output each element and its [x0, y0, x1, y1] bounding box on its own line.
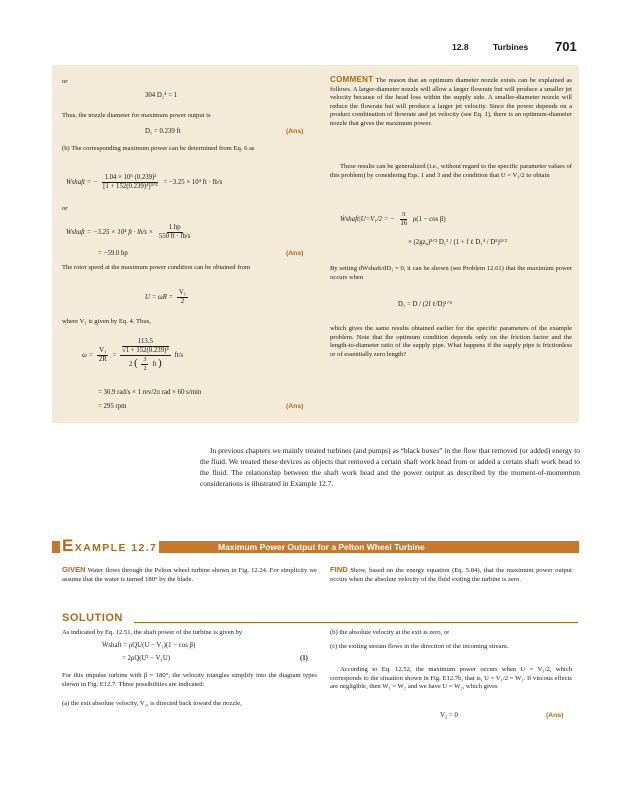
where-text: where V₁ is given by Eq. 4. Thus, — [62, 318, 151, 325]
omega-sqrt-term: √1 + 152(0.239)⁴ — [121, 347, 169, 354]
pi-sixteen-fraction — [398, 211, 409, 228]
power-fraction — [101, 174, 160, 191]
omega-denominator-2 — [127, 356, 164, 373]
velocity-triangle-text: For this impulse turbine with β = 180°, the velocity triangles simplify into the diagram types shown in Fig. E12.7. Three possibilities are indicated: — [62, 672, 317, 688]
comment-text: The reason that an optimum diameter nozzle exists can be explained as follows. A larger-diameter nozzle will allow a larger flowrate but will produce a smaller jet velocity because of the head loss within the supply side. A smaller-diameter nozzle will reduce the flowrate but will produce a larger jet velocity. Since the power depends on a product combination of flowrate and jet velocity (see Eq. 1), there is an optimum-diameter nozzle that gives the maximum power. — [330, 77, 572, 127]
generalize-text: These results can be generalized (i.e., without regard to the specific parameter values of this problem) by considering Eqs. 1 and 3 and the condition that U = V₁/2 to obtain — [330, 163, 572, 179]
u-equation — [145, 289, 190, 306]
example-label — [60, 536, 159, 556]
answer-tag: (Ans) — [286, 128, 304, 135]
or-label-2: or — [62, 205, 68, 212]
running-title: Turbines — [493, 42, 529, 52]
possibility-a: (a) the exit absolute velocity, V₂, is directed back toward the nozzle, — [62, 700, 242, 707]
given-text: Water flows through the Pelton wheel turbine shown in Fig. 12.24. For simplicity we assume that the water is turned 180° by the blade. — [62, 567, 318, 583]
omega-denominator-1: 2R — [98, 356, 107, 363]
example-label-rest: XAMPLE 12.7 — [74, 542, 158, 554]
omega-num-value: 113.5 — [137, 338, 153, 345]
omega-fraction-1 — [97, 347, 109, 364]
sixteen-denominator: 16 — [400, 220, 408, 227]
general-power-lhs: Ẇshaft|U=V₁/2 = − — [340, 216, 395, 224]
u-fraction — [177, 289, 188, 306]
general-power-line2: × (2gz₀)³ᐟ² D₁² / (1 + f ℓ D₁⁴ / D⁵)³ᐟ² — [408, 239, 507, 246]
given-block — [62, 566, 317, 584]
possibility-c: (c) the exiting stream flows in the direction of the incoming stream. — [330, 643, 509, 650]
omega-fraction-2 — [120, 338, 171, 373]
paren-close-icon: ) — [158, 357, 162, 370]
comment-block — [330, 76, 572, 129]
power-rhs: = −3.25 × 10⁴ ft · lb/s — [163, 179, 223, 187]
intro-paragraph: In previous chapters we mainly treated turbines (and pumps) as “black boxes” in the flow that removed (or added) energy to the fluid. We treated these devices as objects that removed a certain shaft work head from or added a certain shaft work head to the fluid. The relationship between the shaft work head and the power output as described by the moment-of-momentum considerations is illustrated in Example 12.7. — [200, 446, 580, 488]
omega-lhs: ω = — [82, 352, 94, 360]
max-power-text: According to Eq. 12.52, the maximum power occurs when U = V₁/2, which corresponds to the situation shown in Fig. E12.7b, that is, U = V₁/2 = W₁. If viscous effects are negligible, then W₁ = W₂ and we have U = W₂, which gives — [330, 666, 572, 691]
find-heading: FIND — [330, 565, 348, 574]
example-label-initial: E — [62, 536, 75, 555]
answer-tag: (Ans) — [286, 250, 304, 257]
power-denominator: [1 + 152(0.239)⁴]³ᐟ² — [103, 183, 158, 190]
solution-heading: SOLUTION — [62, 612, 123, 624]
answer-tag: (Ans) — [546, 712, 564, 719]
find-block — [330, 566, 572, 584]
power-numerator: 1.04 × 10⁶ (0.239)² — [104, 174, 157, 181]
power-hp-equation — [66, 224, 194, 241]
omega-numerator-1: V₁ — [99, 347, 107, 354]
section-number: 12.8 — [452, 42, 469, 52]
part-b-text: (b) The corresponding maximum power can be determined from Eq. 6 as — [62, 145, 255, 152]
comment-heading: COMMENT — [330, 75, 374, 84]
general-power-rest: ρ(1 − cos β) — [412, 216, 446, 224]
example-title: Maximum Power Output for a Pelton Wheel Turbine — [218, 542, 425, 552]
omega-numerator-2 — [120, 338, 171, 356]
three-halves-fraction — [141, 356, 148, 373]
u-lhs: U = ωR = — [145, 294, 174, 302]
or-label-1: or — [62, 78, 68, 85]
which-gives-text: which gives the same results obtained earlier for the specific parameters of the example problem. Note that the optimum condition depends only on the friction factor and the length-to-diameter ratio of the supply pipe. What happens if the supply pipe is frictionless or of essentially zero length? — [330, 325, 572, 358]
find-text: Show, based on the energy equation (Eq. 5.84), that the maximum power output occurs when the absolute velocity of the fluid exiting the turbine is zero. — [330, 567, 572, 583]
optimum-d1-equation: D₁ = D / (2f ℓ/D)¹ᐟ⁴ — [398, 301, 452, 308]
given-heading: GIVEN — [62, 565, 86, 574]
page-number: 701 — [555, 39, 577, 54]
rpm-conversion: = 30.9 rad/s × 1 rev/2π rad × 60 s/min — [98, 389, 202, 396]
equation-304: 304 D₁⁴ = 1 — [145, 92, 178, 99]
power-hp-lhs: Ẇshaft = −3.25 × 10⁴ ft · lb/s × — [66, 229, 154, 237]
omega-equation — [82, 338, 183, 373]
omega-equals: = — [112, 352, 117, 360]
rpm-result: = 295 rpm — [98, 403, 127, 410]
u-denominator: 2 — [180, 298, 185, 305]
general-power-equation — [340, 211, 446, 228]
rotor-speed-text: The rotor speed at the maximum power condition can be obtained from — [62, 264, 251, 271]
equation-number: (1) — [300, 655, 308, 662]
three-halves-den: 2 — [143, 366, 147, 372]
pi-numerator: π — [402, 211, 406, 218]
solution-intro: As indicated by Eq. 12.51, the shaft power of the turbine is given by — [62, 629, 243, 636]
hp-numerator: 1 hp — [168, 224, 181, 231]
hp-denominator: 550 ft · lb/s — [158, 233, 191, 240]
omega-den-two: 2 — [129, 361, 133, 369]
omega-den-unit: ft — [152, 361, 157, 369]
thus-text: Thus, the nozzle diameter for maximum power output is — [62, 112, 211, 119]
hp-conversion-fraction — [157, 224, 193, 241]
u-numerator: V₁ — [178, 289, 187, 296]
power-equation — [66, 174, 222, 191]
shaft-power-equation-2: = 2ρQ(U² − V₁U) — [122, 655, 170, 662]
answer-tag: (Ans) — [286, 403, 304, 410]
setting-text: By setting dẆshaft/dD₁ = 0, it can be shown (see Problem 12.61) that the maximum power occurs when — [330, 265, 572, 281]
solution-divider — [134, 622, 578, 623]
three-halves-num: 3 — [143, 357, 147, 363]
d1-result: D₁ = 0.239 ft — [145, 128, 181, 135]
possibility-b: (b) the absolute velocity at the exit is zero, or — [330, 629, 450, 636]
power-hp-result: = −59.0 hp — [98, 250, 128, 257]
power-lhs: Ẇshaft = − — [66, 179, 98, 187]
shaft-power-equation: Ẇshaft = ρQU(U − V₁)(1 − cos β) — [102, 642, 196, 649]
v2-result: V₂ = 0 — [440, 712, 458, 719]
omega-unit: ft/s — [174, 352, 184, 360]
paren-open-icon: ( — [134, 357, 138, 370]
